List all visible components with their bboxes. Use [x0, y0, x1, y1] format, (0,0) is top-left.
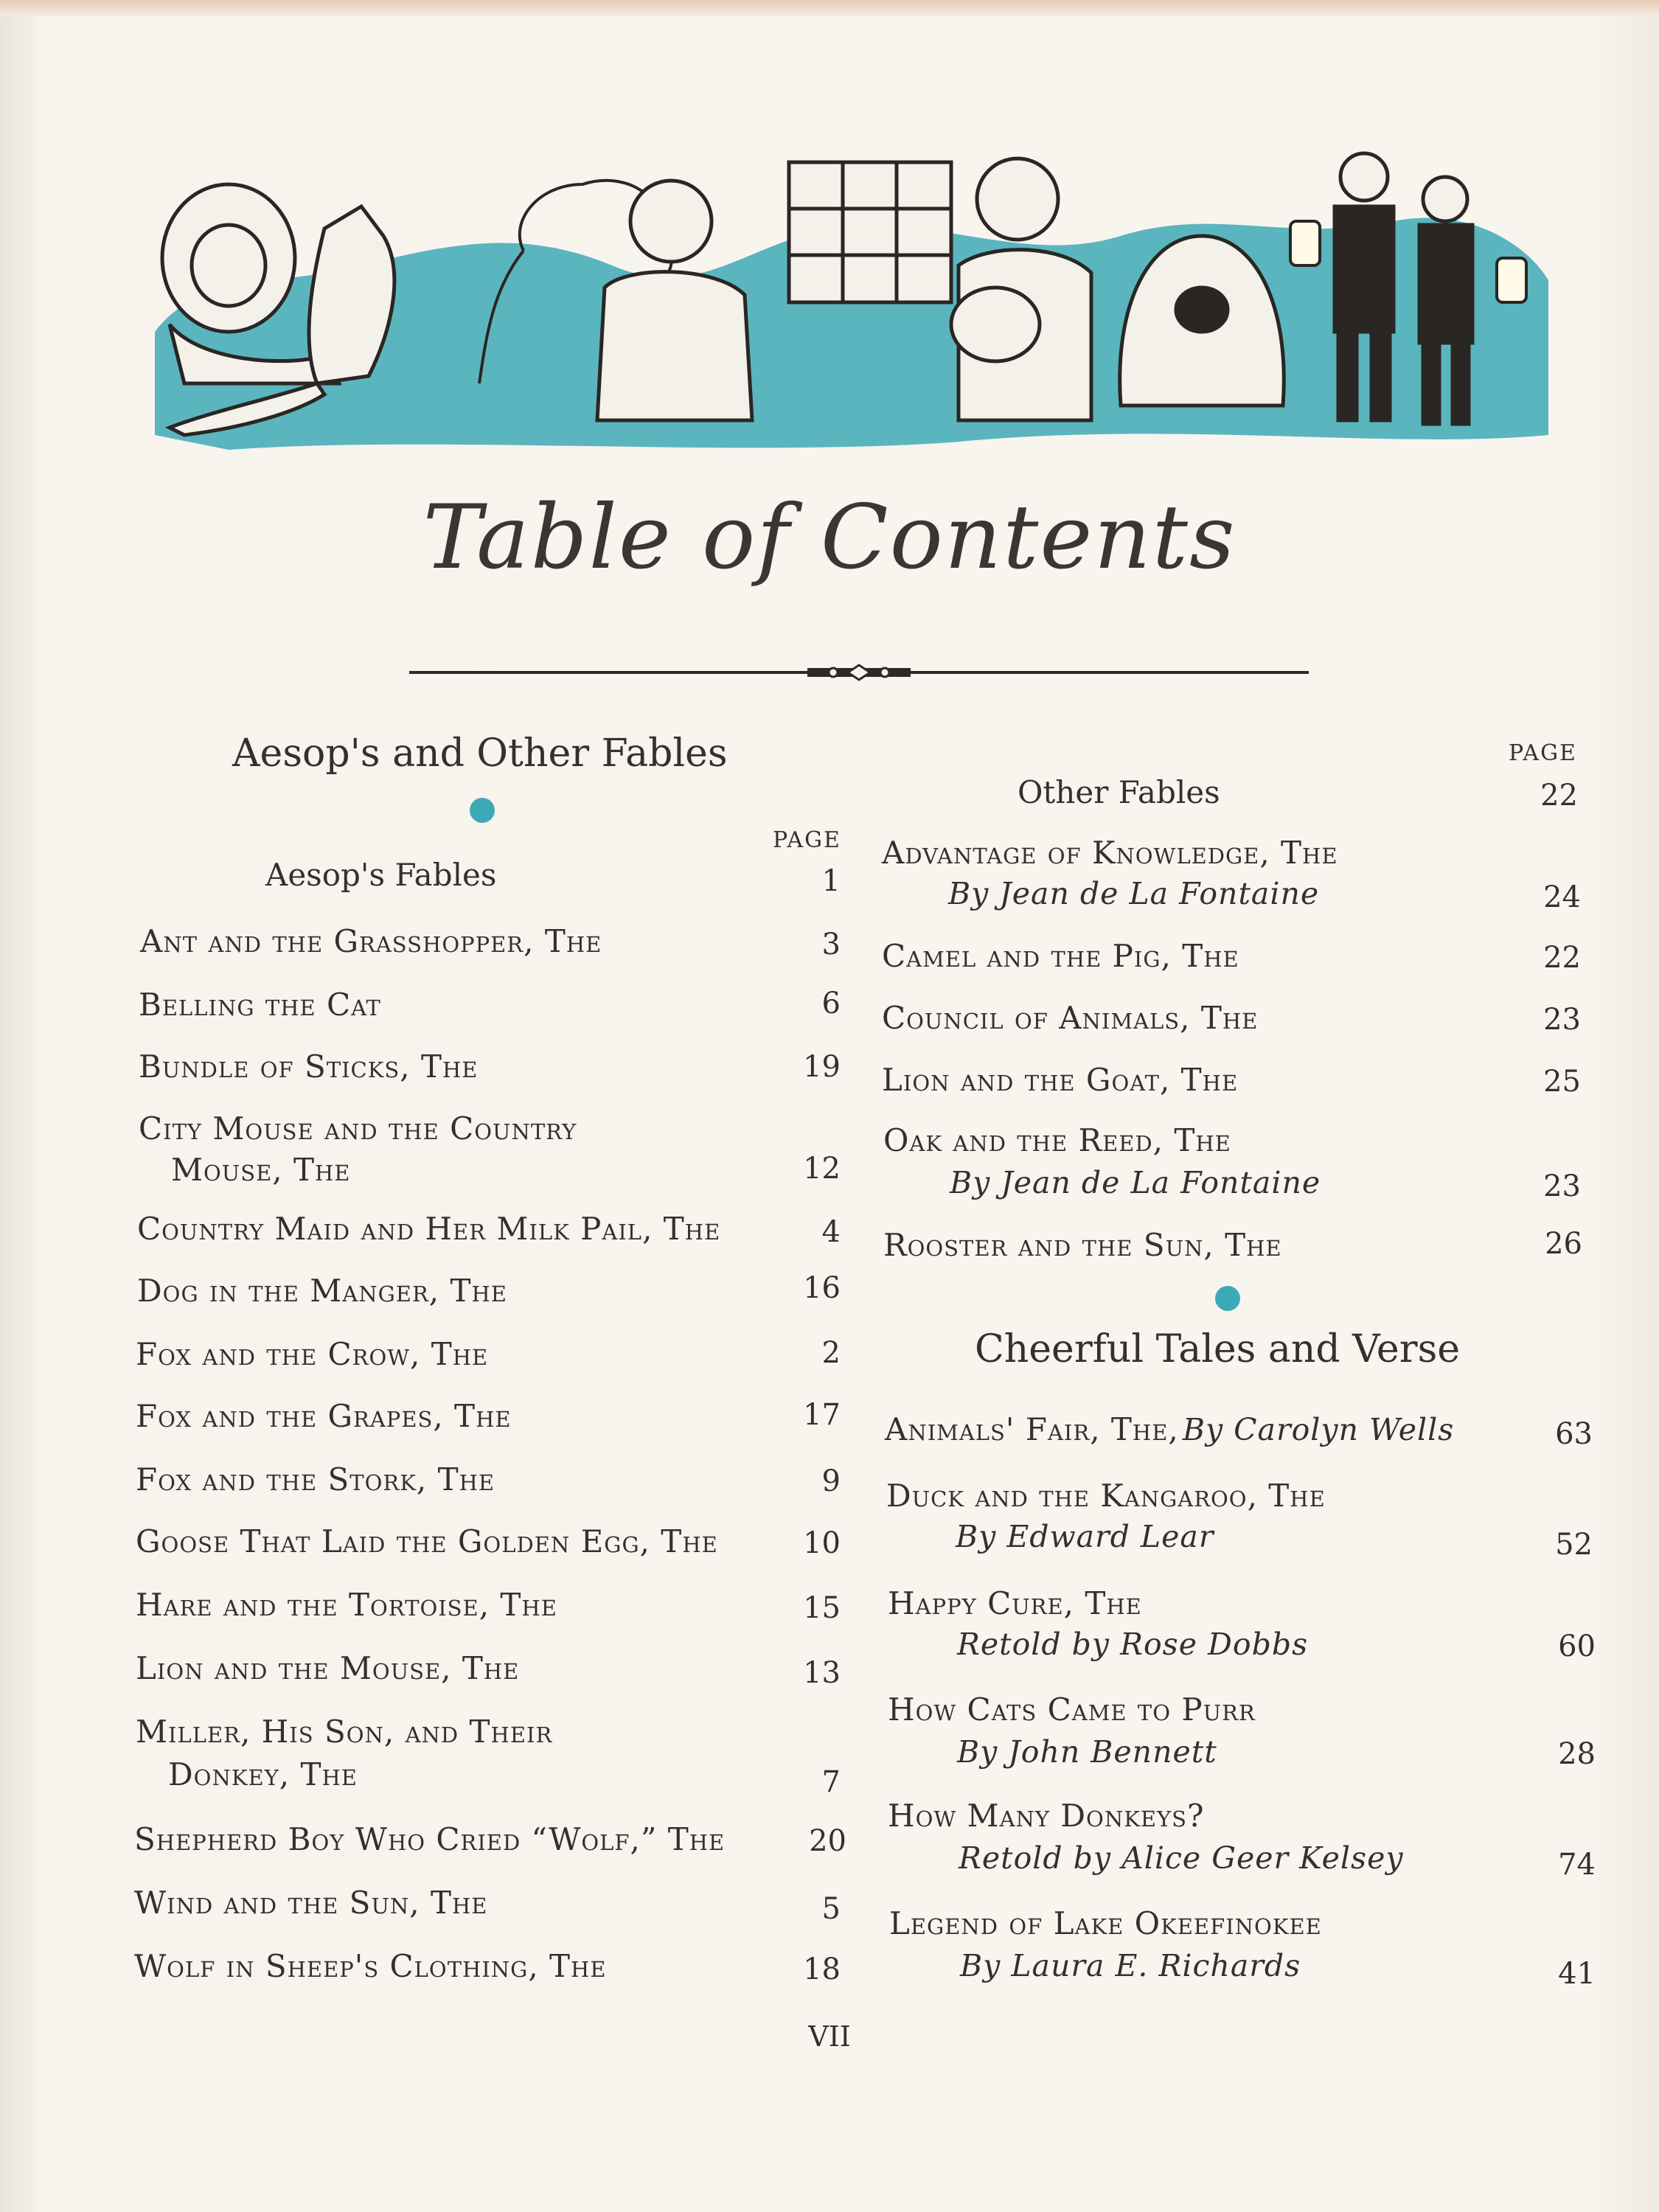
- toc-entry-title[interactable]: How Many Donkeys?: [888, 1798, 1205, 1834]
- toc-entry-author: By Jean de La Fontaine: [948, 876, 1320, 911]
- ornamental-divider: [409, 656, 1309, 690]
- toc-entry-title[interactable]: Shepherd Boy Who Cried “Wolf,” The: [134, 1821, 726, 1857]
- toc-entry-title[interactable]: Fox and the Crow, The: [136, 1336, 489, 1372]
- section-heading-cheerful: Cheerful Tales and Verse: [975, 1327, 1461, 1371]
- subsection-start-page: 22: [1540, 779, 1578, 813]
- toc-entry-author: Retold by Rose Dobbs: [957, 1627, 1309, 1662]
- toc-entry-line[interactable]: [885, 1411, 1454, 1447]
- toc-entry-title[interactable]: Wolf in Sheep's Clothing, The: [134, 1948, 607, 1984]
- subsection-heading-aesops-fables: Aesop's Fables: [265, 857, 497, 893]
- toc-entry-title[interactable]: Fox and the Grapes, The: [136, 1398, 512, 1434]
- toc-entry-title[interactable]: Lion and the Goat, The: [882, 1062, 1239, 1098]
- toc-entry-page: 22: [1543, 941, 1581, 975]
- toc-entry-page: 19: [803, 1050, 841, 1084]
- toc-entry-page: 2: [821, 1336, 841, 1370]
- toc-entry-page: 12: [803, 1152, 841, 1186]
- toc-entry-title[interactable]: Country Maid and Her Milk Pail, The: [137, 1211, 721, 1247]
- toc-entry-page: 24: [1543, 880, 1581, 914]
- page-column-label: PAGE: [773, 827, 841, 853]
- toc-entry-page: 60: [1558, 1630, 1596, 1663]
- toc-entry-author: By Carolyn Wells: [1182, 1412, 1455, 1447]
- toc-entry-title[interactable]: Duck and the Kangaroo, The: [886, 1478, 1326, 1514]
- subsection-start-page: 1: [821, 864, 841, 898]
- toc-entry-title[interactable]: Wind and the Sun, The: [134, 1885, 488, 1921]
- toc-entry-page: 17: [803, 1398, 841, 1432]
- toc-entry-page: 3: [821, 928, 841, 961]
- toc-entry-title[interactable]: City Mouse and the Country: [139, 1110, 577, 1147]
- toc-entry-page: 6: [821, 987, 841, 1020]
- page-folio: VII: [808, 2020, 851, 2053]
- section-dot: [470, 798, 495, 823]
- toc-entry-title[interactable]: Goose That Laid the Golden Egg, The: [136, 1523, 718, 1559]
- toc-entry-page: 5: [821, 1892, 841, 1926]
- page-column-label: PAGE: [1509, 740, 1577, 766]
- toc-entry-author: Retold by Alice Geer Kelsey: [959, 1840, 1404, 1876]
- toc-entry-title[interactable]: Animals' Fair, The,: [885, 1411, 1179, 1447]
- toc-entry-page: 26: [1545, 1227, 1582, 1261]
- toc-entry-page: 20: [809, 1824, 846, 1858]
- toc-entry-page: 7: [821, 1765, 841, 1799]
- toc-entry-title[interactable]: Hare and the Tortoise, The: [136, 1587, 557, 1623]
- toc-entry-author: By Jean de La Fontaine: [950, 1165, 1321, 1200]
- toc-entry-title[interactable]: How Cats Came to Purr: [888, 1691, 1256, 1728]
- toc-entry-page: 9: [821, 1464, 841, 1498]
- toc-entry-title[interactable]: Fox and the Stork, The: [136, 1461, 495, 1498]
- header-illustration: [140, 140, 1556, 457]
- toc-entry-title[interactable]: Lion and the Mouse, The: [136, 1650, 520, 1686]
- toc-entry-page: 63: [1555, 1417, 1593, 1451]
- toc-entry-continuation[interactable]: Donkey, The: [168, 1756, 358, 1792]
- toc-entry-title[interactable]: Oak and the Reed, The: [883, 1122, 1231, 1158]
- toc-entry-author: By Laura E. Richards: [960, 1948, 1301, 1983]
- toc-entry-page: 23: [1543, 1003, 1581, 1037]
- page-title: Table of Contents: [422, 487, 1237, 589]
- toc-entry-title[interactable]: Bundle of Sticks, The: [139, 1048, 479, 1085]
- page-top-edge: [0, 0, 1659, 16]
- toc-entry-continuation[interactable]: Mouse, The: [171, 1152, 351, 1188]
- toc-entry-title[interactable]: Council of Animals, The: [882, 1000, 1259, 1036]
- toc-entry-page: 28: [1558, 1737, 1596, 1771]
- toc-entry-title[interactable]: Legend of Lake Okeefinokee: [889, 1905, 1322, 1941]
- toc-entry-title[interactable]: Belling the Cat: [139, 987, 381, 1023]
- toc-entry-page: 13: [803, 1656, 841, 1690]
- toc-entry-title[interactable]: Happy Cure, The: [888, 1585, 1142, 1621]
- toc-entry-title[interactable]: Camel and the Pig, The: [882, 938, 1239, 974]
- toc-entry-title[interactable]: Dog in the Manger, The: [137, 1273, 507, 1309]
- toc-entry-page: 4: [821, 1215, 841, 1249]
- toc-entry-page: 18: [803, 1952, 841, 1986]
- toc-entry-page: 10: [803, 1526, 841, 1560]
- toc-entry-title[interactable]: Miller, His Son, and Their: [136, 1714, 553, 1750]
- section-heading-aesop: Aesop's and Other Fables: [232, 731, 728, 776]
- toc-entry-title[interactable]: Advantage of Knowledge, The: [882, 835, 1338, 871]
- toc-entry-author: By Edward Lear: [956, 1519, 1214, 1554]
- toc-entry-page: 52: [1555, 1528, 1593, 1562]
- toc-entry-author: By John Bennett: [957, 1734, 1217, 1770]
- toc-entry-page: 16: [803, 1271, 841, 1305]
- toc-entry-page: 23: [1543, 1169, 1581, 1203]
- toc-entry-page: 41: [1558, 1957, 1596, 1991]
- toc-entry-title[interactable]: Rooster and the Sun, The: [883, 1227, 1282, 1263]
- toc-entry-title[interactable]: Ant and the Grasshopper, The: [140, 923, 602, 959]
- toc-entry-page: 25: [1543, 1065, 1581, 1099]
- subsection-heading-other-fables: Other Fables: [1018, 774, 1220, 810]
- toc-entry-page: 74: [1558, 1848, 1596, 1882]
- toc-entry-page: 15: [803, 1591, 841, 1625]
- section-dot: [1215, 1286, 1240, 1311]
